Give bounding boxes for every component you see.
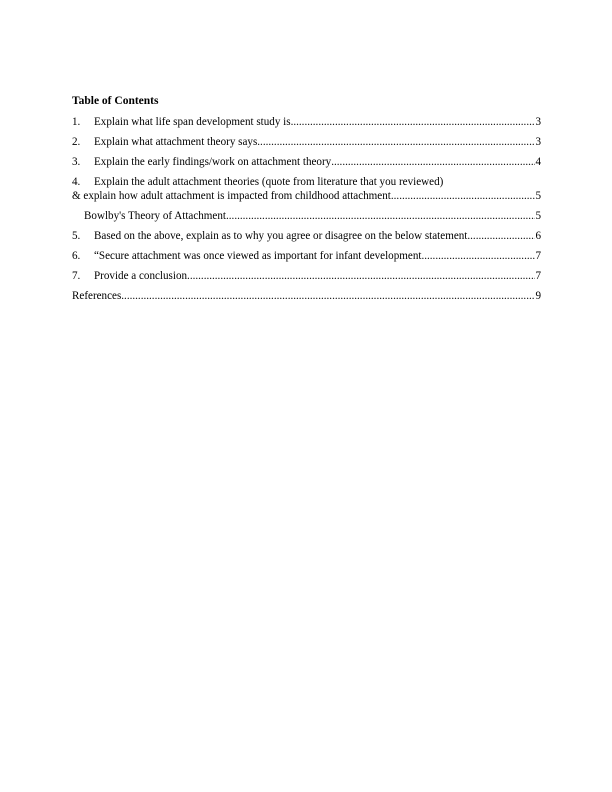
toc-entry-4[interactable] (72, 176, 541, 203)
toc-entry-page: 3 (535, 116, 541, 128)
toc-entry-bowlby[interactable] (72, 210, 541, 223)
toc-entry-label: Explain what life span development study is (94, 116, 291, 128)
toc-entry-label: Provide a conclusion (94, 270, 188, 282)
toc-entry-2[interactable] (72, 136, 541, 149)
toc-entry-1[interactable] (72, 116, 541, 129)
toc-entry-page: 7 (535, 270, 541, 282)
toc-entry-label-line2: & explain how adult attachment is impacted from childhood attachment. (72, 190, 394, 202)
dot-leader (467, 230, 535, 243)
toc-entry-label-line1: Explain the adult attachment theories (quote from literature that you reviewed) (94, 176, 444, 188)
dot-leader (187, 270, 535, 283)
toc-entry-number: 1. (72, 116, 81, 128)
toc-entry-7[interactable] (72, 270, 541, 283)
toc-entry-references[interactable] (72, 290, 541, 303)
toc-entry-page: 3 (535, 136, 541, 148)
dot-leader (394, 190, 536, 203)
toc-entry-page: 9 (535, 290, 541, 302)
toc-entry-number: 2. (72, 136, 81, 148)
toc-entry-label: “Secure attachment was once viewed as important for infant development (94, 250, 422, 262)
dot-leader (121, 290, 535, 303)
toc-entry-label: Bowlby's Theory of Attachment (84, 210, 226, 222)
dot-leader (291, 116, 536, 129)
toc-entry-page: 5 (535, 210, 541, 222)
toc-entry-number: 6. (72, 250, 81, 262)
toc-entry-number: 3. (72, 156, 81, 168)
toc-entry-number: 7. (72, 270, 81, 282)
dot-leader (257, 136, 535, 149)
toc-entry-label: References (72, 290, 122, 302)
toc-entry-6[interactable] (72, 250, 541, 263)
toc-entry-number: 4. (72, 176, 81, 188)
dot-leader (331, 156, 535, 169)
toc-entry-label: Explain the early findings/work on attachment theory (94, 156, 332, 168)
toc-entry-label: Based on the above, explain as to why you agree or disagree on the below statement (94, 230, 468, 242)
table-of-contents (72, 116, 541, 303)
toc-entry-page: 6 (535, 230, 541, 242)
toc-title: Table of Contents (72, 95, 159, 107)
toc-entry-page: 4 (535, 156, 541, 168)
dot-leader (421, 250, 535, 263)
toc-entry-5[interactable] (72, 230, 541, 243)
toc-entry-page: 5 (535, 190, 541, 202)
toc-entry-3[interactable] (72, 156, 541, 169)
toc-entry-number: 5. (72, 230, 81, 242)
dot-leader (226, 210, 535, 223)
toc-entry-page: 7 (535, 250, 541, 262)
toc-entry-label: Explain what attachment theory says (94, 136, 258, 148)
